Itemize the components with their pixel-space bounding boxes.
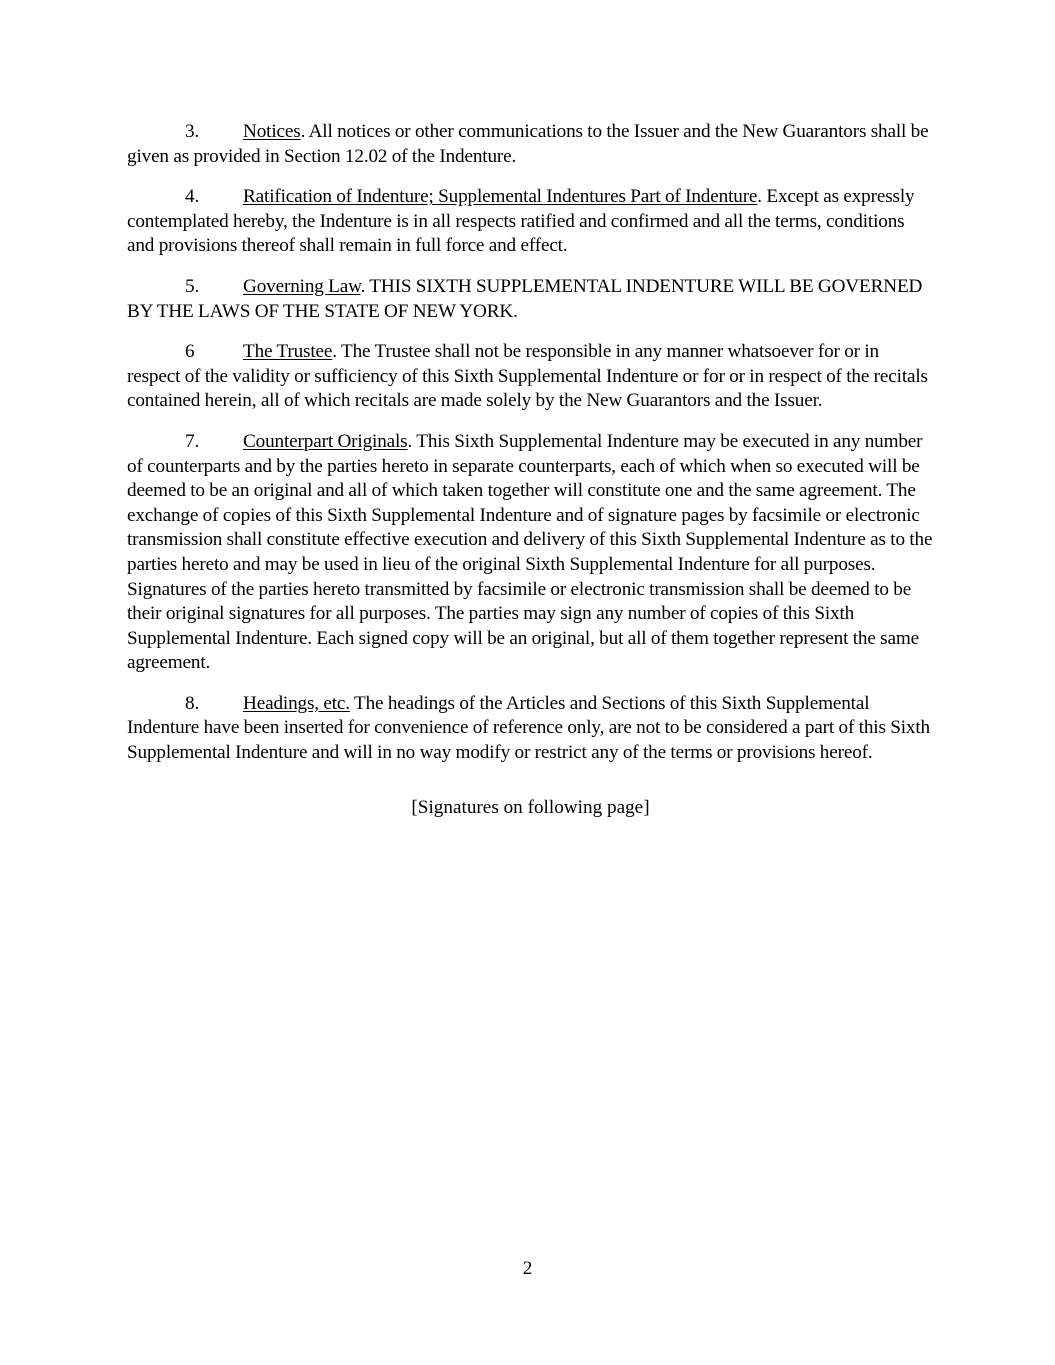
section-heading-4: Ratification of Indenture; Supplemental Indentures Part of Indenture bbox=[243, 186, 758, 208]
section-number-3: 3. bbox=[185, 121, 200, 142]
section-number-4: 4. bbox=[185, 186, 200, 208]
page-number: 2 bbox=[522, 1258, 533, 1279]
section-heading-3: Notices bbox=[243, 121, 301, 142]
section-number-6: 6 bbox=[185, 341, 195, 363]
section-heading-6: The Trustee bbox=[243, 341, 333, 363]
section-number-8: 8. bbox=[185, 692, 200, 714]
section-body-6: . The Trustee shall not be responsible in any manner whatsoever for or in respect of the validity or sufficiency of this Sixth Supplemental Indenture or for or in respect of the recitals contained herein, all of which recitals are made solely by the New Guarantors and the Issuer. bbox=[127, 341, 928, 412]
section-number-7: 7. bbox=[185, 430, 200, 452]
section-heading-8: Headings, etc. bbox=[243, 692, 350, 714]
section-body-8: The headings of the Articles and Sections of this Sixth Supplemental Indenture have been inserted for convenience of reference only, are not to be considered a part of this Sixth Supplemental Indenture and will in no way modify or restrict any of the terms or provisions hereof. bbox=[127, 692, 930, 764]
section-paragraph-7 bbox=[127, 430, 934, 676]
section-paragraph-5 bbox=[127, 275, 934, 324]
signature-note: [Signatures on following page] bbox=[411, 796, 650, 818]
signature-note-spacer bbox=[127, 782, 934, 796]
section-paragraph-6 bbox=[127, 340, 934, 414]
document-body bbox=[127, 120, 934, 820]
section-heading-7: Counterpart Originals bbox=[243, 430, 408, 452]
section-paragraph-3 bbox=[127, 120, 934, 169]
section-paragraph-4 bbox=[127, 185, 934, 259]
section-number-5: 5. bbox=[185, 275, 200, 297]
section-body-4: . Except as expressly contemplated hereby, the Indenture is in all respects ratified and confirmed and all the terms, conditions and provisions thereof shall remain in full force and effect. bbox=[127, 186, 915, 257]
section-body-3: . All notices or other communications to the Issuer and the New Guarantors shall be given as provided in Section 12.02 of the Indenture. bbox=[127, 121, 929, 167]
section-body-5: . THIS SIXTH SUPPLEMENTAL INDENTURE WILL BE GOVERNED BY THE LAWS OF THE STATE OF NEW YORK. bbox=[127, 275, 923, 322]
section-body-7: . This Sixth Supplemental Indenture may be executed in any number of counterparts and by the parties hereto in separate counterparts, each of which when so executed will be deemed to be an original and all of which taken together will constitute one and the same agreement. The exchange of copies of this Sixth Supplemental Indenture and of signature pages by facsimile or electronic transmission shall constitute effective execution and delivery of this Sixth Supplemental Indenture as to the parties hereto and may be used in lieu of the original Sixth Supplemental Indenture for all purposes. Signatures of the parties hereto transmitted by facsimile or electronic transmission shall be deemed to be their original signatures for all purposes. The parties may sign any number of copies of this Sixth Supplemental Indenture. Each signed copy will be an original, but all of them together represent the same agreement. bbox=[127, 430, 933, 674]
section-heading-5: Governing Law bbox=[243, 275, 361, 297]
section-paragraph-8 bbox=[127, 692, 934, 766]
